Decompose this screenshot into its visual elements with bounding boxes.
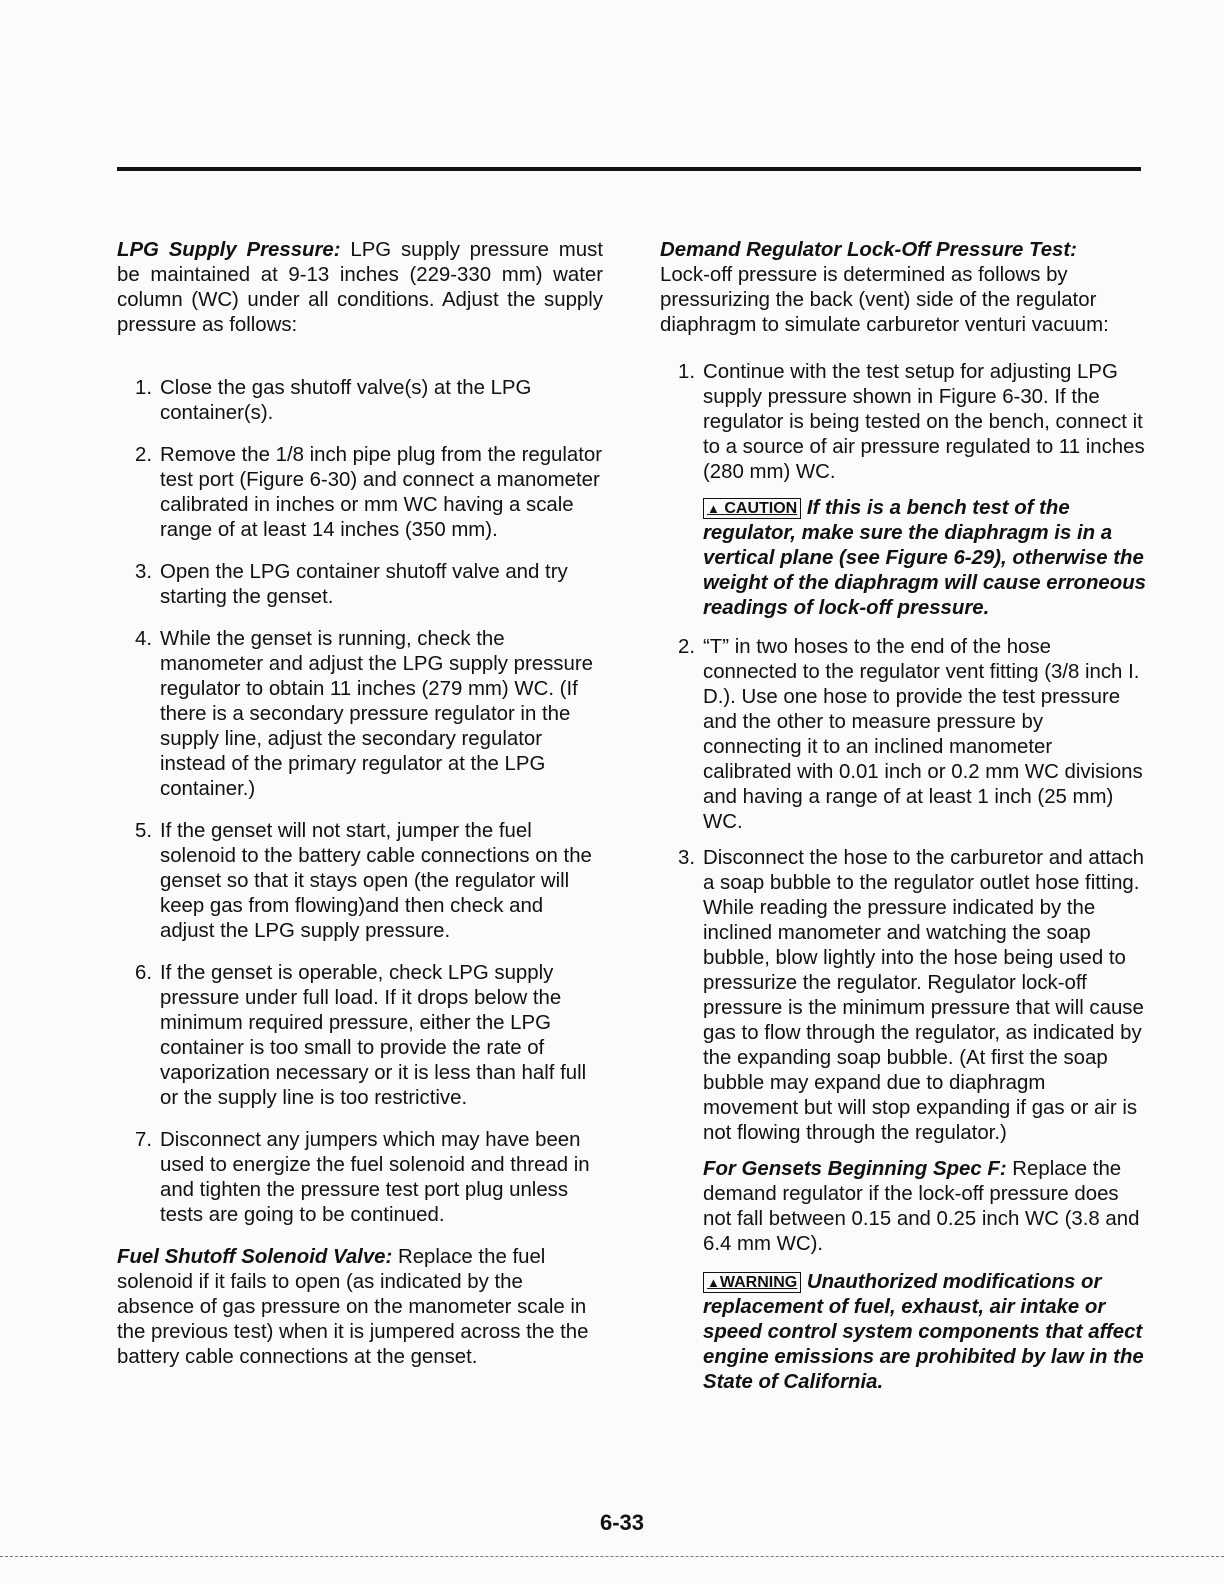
list-item (117, 961, 603, 1111)
step-text: “T” in two hoses to the end of the hose connected to the regulator vent fitting (3/8 inch I. D.). Use one hose to provide the test pressure and the other to measure pressure by connecting it to an inclined manometer calibrated with 0.01 inch or 0.2 mm WC divisions and having a range of at least 1 inch (25 mm) WC. (703, 636, 1143, 833)
step-number: 3. (678, 847, 696, 869)
step-number: 1. (135, 377, 153, 399)
step-number: 5. (135, 820, 153, 842)
list-item (117, 443, 603, 543)
warning-triangle-icon: ▲ (707, 501, 720, 516)
list-item (660, 635, 1146, 835)
list-item (117, 1128, 603, 1228)
lpg-supply-heading: LPG Supply Pressure: (117, 239, 341, 261)
step-text: Disconnect any jumpers which may have been used to energize the fuel solenoid and thread in and tighten the pressure test port plug unless tests are going to be continued. (160, 1129, 590, 1226)
solenoid-paragraph (117, 1245, 603, 1370)
list-item (117, 560, 603, 610)
warning-note (703, 1270, 1146, 1395)
lpg-steps-list (117, 376, 603, 1228)
solenoid-body: Replace the fuel solenoid if it fails to open (as indicated by the absence of gas pressure on the manometer scale in the previous test) when it is jumpered across the the battery cable connections at the genset. (117, 1246, 589, 1368)
step-number: 2. (678, 636, 696, 658)
lockoff-steps-list (660, 360, 1146, 1395)
lockoff-paragraph (660, 238, 1146, 338)
lockoff-heading: Demand Regulator Lock-Off Pressure Test: (660, 239, 1077, 261)
list-item (660, 360, 1146, 621)
page-number: 6-33 (599, 1510, 645, 1535)
warning-triangle-icon: ▲ (707, 1275, 720, 1290)
list-item (660, 846, 1146, 1395)
step-number: 2. (135, 444, 153, 466)
caution-text: If this is a bench test of the regulator, make sure the diaphragm is in a vertical plane (see Figure 6-29), otherwise the weight of the diaphragm will cause erroneous readings of lock-off pressure. (703, 497, 1147, 619)
list-item (117, 627, 603, 802)
solenoid-heading: Fuel Shutoff Solenoid Valve: (117, 1246, 393, 1268)
specf-body: Replace the demand regulator if the lock-off pressure does not fall between 0.15 and 0.25 inch WC (3.8 and 6.4 mm WC). (703, 1158, 1140, 1255)
step-text: While the genset is running, check the manometer and adjust the LPG supply pressure regulator to obtain 11 inches (279 mm) WC. (If there is a secondary pressure regulator in the supply line, adjust the secondary regulator instead of the primary regulator at the LPG container.) (160, 628, 593, 800)
specf-heading: For Gensets Beginning Spec F: (703, 1158, 1007, 1180)
step-text: If the genset will not start, jumper the fuel solenoid to the battery cable connections on the genset so that it stays open (the regulator will keep gas from flowing)and then check and adjust the LPG supply pressure. (160, 820, 592, 942)
step-number: 1. (678, 361, 696, 383)
step-number: 3. (135, 561, 153, 583)
step-text: Close the gas shutoff valve(s) at the LPG container(s). (160, 377, 532, 424)
step-text: Continue with the test setup for adjusting LPG supply pressure shown in Figure 6-30. If the regulator is being tested on the bench, connect it to a source of air pressure regulated to 11 inches (280 mm) WC. (703, 361, 1145, 483)
specf-paragraph (703, 1157, 1146, 1257)
caution-label-text: CAUTION (724, 500, 798, 517)
list-item (117, 819, 603, 944)
caution-note (703, 496, 1146, 621)
left-column (117, 238, 603, 1370)
step-text: Disconnect the hose to the carburetor and attach a soap bubble to the regulator outlet hose fitting. While reading the pressure indicated by the inclined manometer and watching the soap bubble, blow lightly into the hose being used to pressurize the regulator. Regulator lock-off pressure is the minimum pressure that will cause gas to flow through the regulator, as indicated by the expanding soap bubble. (At first the soap bubble may expand due to diaphragm movement but will stop expanding if gas or air is not flowing through the regulator.) (703, 847, 1144, 1144)
step-number: 7. (135, 1129, 153, 1151)
caution-label (703, 498, 801, 519)
lockoff-body: Lock-off pressure is determined as follows by pressurizing the back (vent) side of the regulator diaphragm to simulate carburetor venturi vacuum: (660, 264, 1109, 336)
step-text: Remove the 1/8 inch pipe plug from the regulator test port (Figure 6-30) and connect a manometer calibrated in inches or mm WC having a scale range of at least 14 inches (350 mm). (160, 444, 603, 541)
lpg-supply-body: LPG supply pressure must be maintained at 9-13 inches (229-330 mm) water column (WC) under all conditions. Adjust the supply pressure as follows: (117, 239, 603, 336)
list-item (117, 376, 603, 426)
warning-label-text: WARNING (719, 1274, 798, 1291)
warning-label (703, 1272, 801, 1293)
step-number: 4. (135, 628, 153, 650)
step-number: 6. (135, 962, 153, 984)
warning-text: Unauthorized modifications or replacement of fuel, exhaust, air intake or speed control system components that affect engine emissions are prohibited by law in the State of California. (703, 1271, 1144, 1393)
step-text: Open the LPG container shutoff valve and try starting the genset. (160, 561, 568, 608)
step-text: If the genset is operable, check LPG supply pressure under full load. If it drops below the minimum required pressure, either the LPG container is too small to provide the rate of vaporization necessary or it is less than half full or the supply line is too restrictive. (160, 962, 587, 1109)
right-column (660, 238, 1146, 1395)
lpg-supply-paragraph (117, 238, 603, 338)
header-rule (117, 167, 1141, 171)
footer-rule (0, 1556, 1224, 1557)
